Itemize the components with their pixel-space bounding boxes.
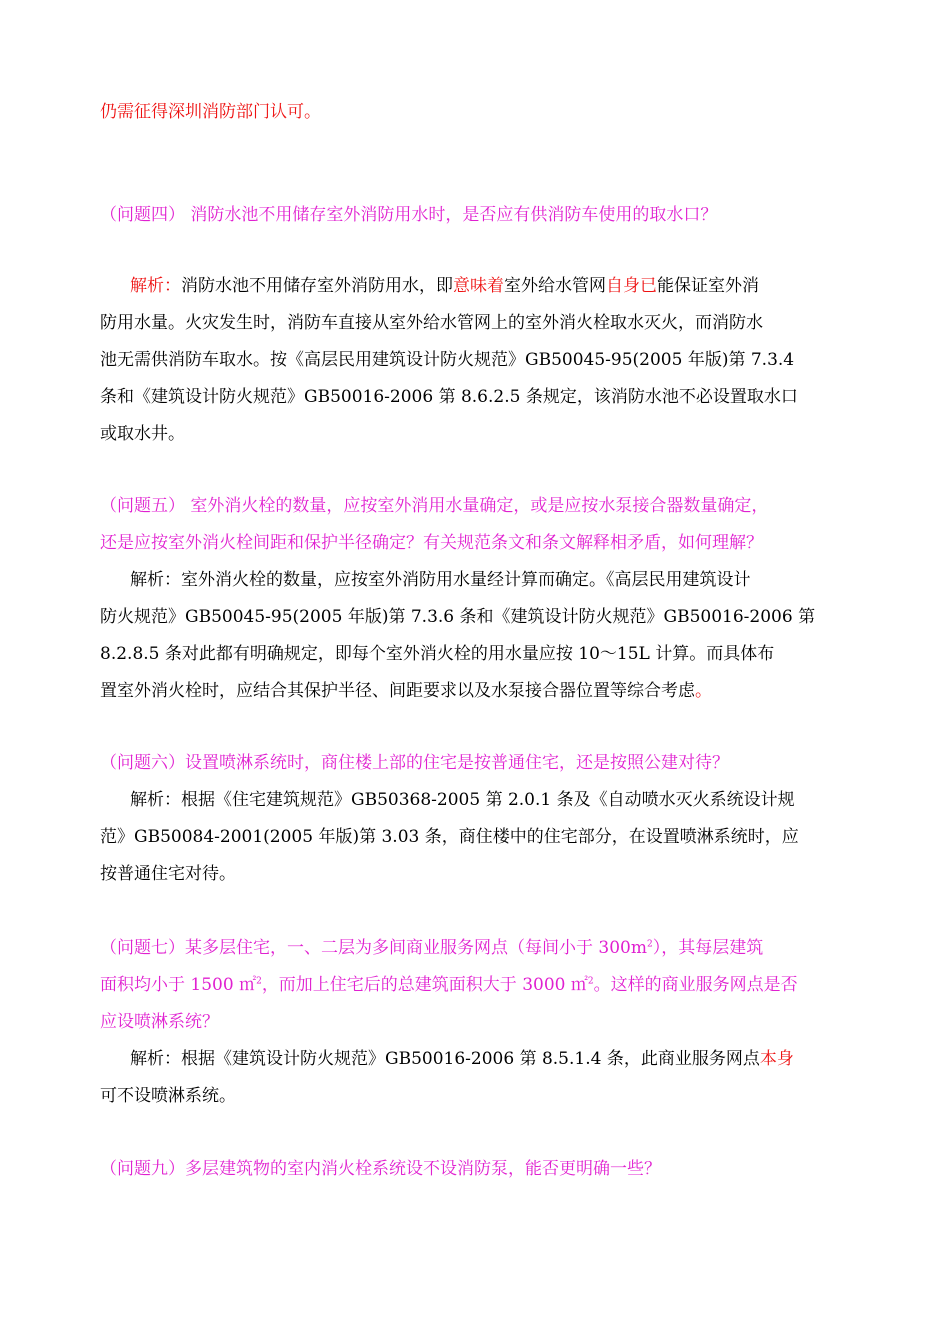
answer-4-line-3: 池无需供消防车取水。按《高层民用建筑设计防火规范》GB50045-95(2005 年版)第 7.3.4 xyxy=(100,350,795,370)
question-4: （问题四） 消防水池不用储存室外消防用水时，是否应有供消防车使用的取水口？ xyxy=(100,205,718,225)
question-6: （问题六）设置喷淋系统时，商住楼上部的住宅是按普通住宅，还是按照公建对待？ xyxy=(100,753,729,773)
question-7-line-3: 应设喷淋系统？ xyxy=(100,1012,219,1032)
superscript: 2 xyxy=(587,976,594,987)
answer-5-line-1: 解析：室外消火栓的数量，应按室外消防用水量经计算而确定。《高层民用建筑设计 xyxy=(130,570,751,590)
answer-7-line-1 xyxy=(130,1047,794,1071)
answer-5-line-3: 8.2.8.5 条对此都有明确规定，即每个室外消火栓的用水量应按 10～15L 计算。而具体布 xyxy=(100,644,775,664)
answer-5-line-4 xyxy=(100,679,712,703)
question-7-line-1 xyxy=(100,936,763,960)
answer-4-line-2: 防用水量。火灾发生时，消防车直接从室外给水管网上的室外消火栓取水灭火，而消防水 xyxy=(100,313,763,333)
answer-6-line-3: 按普通住宅对待。 xyxy=(100,864,236,884)
question-7-line-2 xyxy=(100,973,798,997)
superscript: 2 xyxy=(646,939,653,950)
answer-4-text-c: 能保证室外消 xyxy=(657,276,759,296)
question-7-text-a: （问题七）某多层住宅，一、二层为多间商业服务网点（每间小于 300m xyxy=(100,938,647,958)
superscript: 2 xyxy=(256,976,262,987)
answer-5-line-2: 防火规范》GB50045-95(2005 年版)第 7.3.6 条和《建筑设计防火规范》GB50016-2006 第 xyxy=(100,607,816,627)
answer-5-end-mark: 。 xyxy=(695,681,712,701)
answer-6-line-2: 范》GB50084-2001(2005 年版)第 3.03 条，商住楼中的住宅部分，在设置喷淋系统时，应 xyxy=(100,827,799,847)
answer-7-text: 解析：根据《建筑设计防火规范》GB50016-2006 第 8.5.1.4 条，此商业服务网点 xyxy=(130,1049,760,1069)
answer-4-text-a: 消防水池不用储存室外消防用水，即 xyxy=(181,276,453,296)
answer-6-line-1: 解析：根据《住宅建筑规范》GB50368-2005 第 2.0.1 条及《自动喷水灭火系统设计规 xyxy=(130,790,795,810)
question-5-line-1: （问题五） 室外消火栓的数量，应按室外消用水量确定，或是应按水泵接合器数量确定， xyxy=(100,496,769,516)
question-9: （问题九）多层建筑物的室内消火栓系统设不设消防泵，能否更明确一些？ xyxy=(100,1159,661,1179)
answer-4-highlight-1: 意味着 xyxy=(453,276,504,296)
answer-label: 解析： xyxy=(130,276,181,296)
answer-7-line-2: 可不设喷淋系统。 xyxy=(100,1086,236,1106)
answer-7-highlight: 本身 xyxy=(759,1049,794,1069)
question-7-text-e: 。这样的商业服务网点是否 xyxy=(593,975,798,995)
answer-4-highlight-2: 自身已 xyxy=(606,276,657,296)
answer-4-line-4: 条和《建筑设计防火规范》GB50016-2006 第 8.6.2.5 条规定，该消防水池不必设置取水口 xyxy=(100,387,798,407)
answer-4-line-1 xyxy=(130,274,759,298)
question-5-line-2: 还是应按室外消火栓间距和保护半径确定？有关规范条文和条文解释相矛盾，如何理解？ xyxy=(100,533,763,553)
question-7-text-b: ），其每层建筑 xyxy=(652,938,764,958)
question-7-text-c: 面积均小于 1500 ㎡ xyxy=(100,975,257,995)
question-7-text-d: ，而加上住宅后的总建筑面积大于 3000 ㎡ xyxy=(261,975,588,995)
answer-4-line-5: 或取水井。 xyxy=(100,424,185,444)
continuation-line: 仍需征得深圳消防部门认可。 xyxy=(100,102,321,122)
answer-4-text-b: 室外给水管网 xyxy=(504,276,606,296)
answer-5-line-4-text: 置室外消火栓时，应结合其保护半径、间距要求以及水泵接合器位置等综合考虑 xyxy=(100,681,695,701)
